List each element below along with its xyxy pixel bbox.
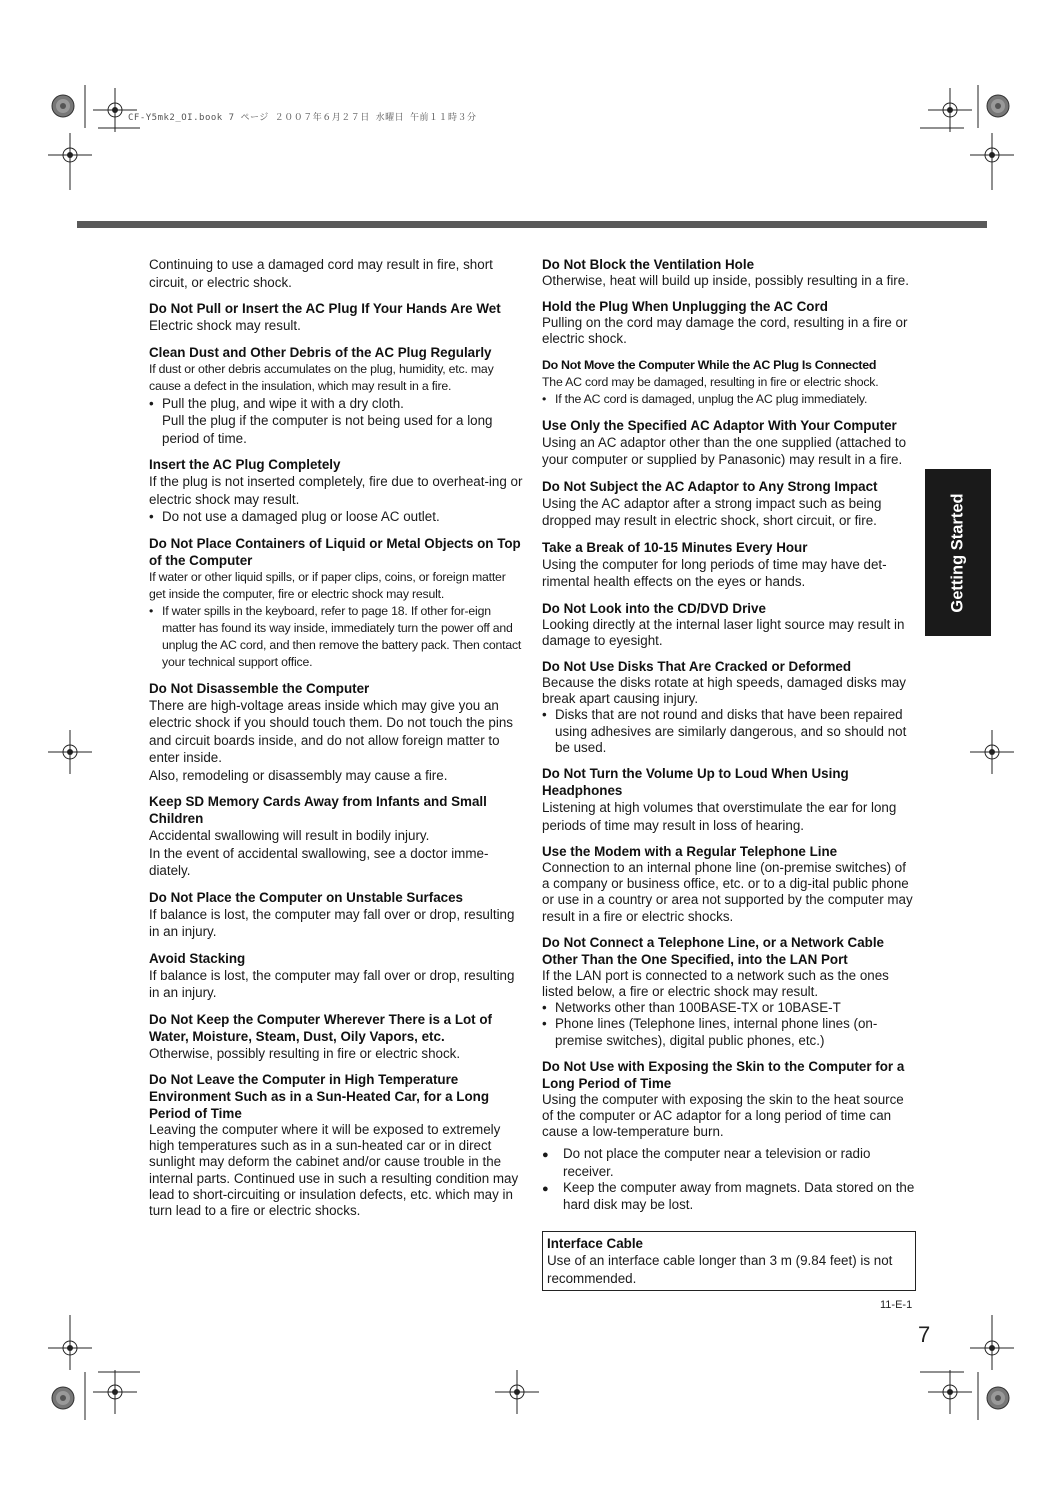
section-text: Pulling on the cord may damage the cord, resulting in a fire or electric shock. — [542, 315, 908, 347]
section-text: Accidental swallowing will result in bodily injury. — [149, 828, 430, 843]
section-heading: Hold the Plug When Unplugging the AC Cord — [542, 299, 828, 315]
section-volume — [542, 765, 916, 834]
section-heading: Avoid Stacking — [149, 950, 246, 966]
section-heading: Do Not Keep the Computer Wherever There is a Lot of Water, Moisture, Steam, Dust, Oily Vapors, etc. — [149, 1011, 492, 1044]
section-heading: Do Not Place the Computer on Unstable Surfaces — [149, 889, 463, 905]
section-moisture — [149, 1011, 524, 1063]
section-heading: Take a Break of 10-15 Minutes Every Hour — [542, 539, 808, 555]
interface-cable-note — [542, 1231, 916, 1291]
section-text: Otherwise, heat will build up inside, possibly resulting in a fire. — [542, 273, 909, 288]
section-text: Using the computer with exposing the skin to the heat source of the computer or AC adaptor for a long period of time can cause a low-temperature burn. — [542, 1091, 904, 1140]
section-impact — [542, 478, 916, 530]
section-text: Using the AC adaptor after a strong impact such as being dropped may result in electric shock, short circuit, or fire. — [542, 495, 882, 529]
intro-text: Continuing to use a damaged cord may result in fire, short circuit, or electric shock. — [149, 257, 493, 290]
print-header: CF-Y5mk2_OI.book 7 ページ ２００７年６月２７日 水曜日 午前１１時３分 — [128, 113, 477, 123]
section-heading: Do Not Connect a Telephone Line, or a Network Cable Other Than the One Specified, into the LAN Port — [542, 934, 884, 967]
section-skin — [542, 1058, 916, 1213]
section-disassemble — [149, 680, 524, 785]
section-cd-drive — [542, 600, 916, 649]
side-tab-label: Getting Started — [948, 492, 967, 613]
section-sd-cards — [149, 793, 524, 880]
note-heading: Interface Cable — [547, 1236, 644, 1252]
section-lan-port — [542, 934, 916, 1049]
section-heading: Do Not Place Containers of Liquid or Metal Objects on Top of the Computer — [149, 535, 521, 568]
section-text: If balance is lost, the computer may fall over or drop, resulting in an injury. — [149, 906, 515, 939]
section-text: Using an AC adaptor other than the one supplied (attached to your computer or supplied by Panasonic) may result in a fire. — [542, 434, 907, 468]
section-heading: Do Not Look into the CD/DVD Drive — [542, 600, 766, 616]
section-heading: Do Not Turn the Volume Up to Loud When Using Headphones — [542, 766, 849, 799]
section-text: Connection to an internal phone line (on-premise switches) of a company or business office, etc. or to a dig-ital public phone or use in a country or area not supported by the computer may result in a fire or electric shocks. — [542, 860, 913, 924]
top-rule — [77, 221, 987, 228]
side-tab — [925, 469, 991, 636]
section-move-computer — [542, 357, 916, 408]
section-heading: Do Not Leave the Computer in High Temperature Environment Such as in a Sun-Heated Car, for a Long Period of Time — [149, 1072, 490, 1121]
section-heading: Use Only the Specified AC Adaptor With Your Computer — [542, 417, 897, 433]
section-heading: Do Not Use Disks That Are Cracked or Deformed — [542, 659, 852, 675]
section-text: In the event of accidental swallowing, see a doctor imme-diately. — [149, 845, 489, 878]
section-modem — [542, 843, 916, 925]
section-ventilation — [542, 256, 916, 289]
section-text: Listening at high volumes that overstimulate the ear for long periods of time may result in loss of hearing. — [542, 800, 897, 833]
bullet-item: • Networks other than 100BASE-TX or 10BASE-T — [542, 1000, 916, 1016]
section-text: If dust or other debris accumulates on the plug, humidity, etc. may cause a defect in the insulation, which may result in a fire. — [149, 361, 494, 393]
section-containers — [149, 535, 524, 671]
section-text: The AC cord may be damaged, resulting in fire or electric shock. — [542, 374, 879, 389]
bullet-item: • If water spills in the keyboard, refer to page 18. If other for-eign matter has found its way inside, immediately turn the power off and unplug the AC cord, and then remove the battery pack. Then contact your technical support office. — [149, 603, 524, 671]
right-column — [542, 256, 916, 1291]
section-text: Using the computer for long periods of time may have det-rimental health effects on the eyes or hands. — [542, 556, 887, 590]
section-cracked-disks — [542, 658, 916, 756]
section-unstable — [149, 889, 524, 941]
bullet-item: ● Keep the computer away from magnets. Data stored on the hard disk may be lost. — [542, 1180, 916, 1213]
section-insert-plug — [149, 456, 524, 526]
section-heading: Insert the AC Plug Completely — [149, 457, 341, 472]
section-high-temp — [149, 1071, 524, 1219]
page-number: 7 — [918, 1322, 931, 1347]
section-heading: Clean Dust and Other Debris of the AC Plug Regularly — [149, 344, 492, 360]
section-break — [542, 539, 916, 591]
page-code: 11-E-1 — [880, 1299, 913, 1311]
section-text: If the LAN port is connected to a network such as the ones listed below, a fire or electric shock may result. — [542, 967, 889, 1000]
section-heading: Do Not Block the Ventilation Hole — [542, 257, 755, 272]
section-heading: Do Not Move the Computer While the AC Plug Is Connected — [542, 357, 877, 372]
section-heading: Do Not Subject the AC Adaptor to Any Strong Impact — [542, 478, 878, 494]
section-text: Also, remodeling or disassembly may cause a fire. — [149, 767, 448, 783]
section-text: Because the disks rotate at high speeds, damaged disks may break apart causing injury. — [542, 675, 906, 707]
section-stacking — [149, 950, 524, 1002]
section-hold-plug — [542, 298, 916, 347]
bullet-item: • Pull the plug, and wipe it with a dry cloth. — [149, 395, 524, 413]
section-text: Leaving the computer where it will be exposed to extremely high temperatures such as in a sun-heated car or in direct sunlight may deform the cabinet and/or cause trouble in the internal parts. Continued use in such a resulting condition may lead to short-circuiting or insulation defects, etc. which may in turn lead to a fire or electric shocks. — [149, 1122, 519, 1219]
bullet-item: • Phone lines (Telephone lines, internal phone lines (on-premise switches), digital public phones, etc.) — [542, 1016, 916, 1048]
bullet-item: • Disks that are not round and disks that have been repaired using adhesives are similarly dangerous, and so should not be used. — [542, 707, 916, 756]
section-text: If balance is lost, the computer may fall over or drop, resulting in an injury. — [149, 967, 515, 1000]
section-heading: Do Not Disassemble the Computer — [149, 680, 370, 696]
bullet-item: • If the AC cord is damaged, unplug the AC plug immediately. — [542, 391, 916, 408]
section-text: Electric shock may result. — [149, 318, 301, 333]
section-wet-hands — [149, 300, 524, 335]
note-text: Use of an interface cable longer than 3 m (9.84 feet) is not recommended. — [547, 1253, 893, 1286]
bullet-item: ● Do not place the computer near a television or radio receiver. — [542, 1146, 916, 1179]
section-heading: Use the Modem with a Regular Telephone Line — [542, 844, 838, 860]
bullet-continuation: Pull the plug if the computer is not being used for a long period of time. — [162, 413, 493, 446]
section-heading: Do Not Use with Exposing the Skin to the Computer for a Long Period of Time — [542, 1058, 905, 1091]
section-text: Looking directly at the internal laser light source may result in damage to eyesight. — [542, 616, 905, 648]
section-heading: Do Not Pull or Insert the AC Plug If Your Hands Are Wet — [149, 301, 501, 316]
section-heading: Keep SD Memory Cards Away from Infants and Small Children — [149, 794, 487, 826]
section-text: Otherwise, possibly resulting in fire or electric shock. — [149, 1045, 461, 1061]
section-text: There are high-voltage areas inside which may give you an electric shock if you should touch them. Do not touch the pins and circuit boards inside, and do not allow foreign matter to enter inside. — [149, 697, 513, 765]
section-text: If the plug is not inserted completely, fire due to overheat-ing or electric shock may result. — [149, 474, 523, 507]
section-specified-adaptor — [542, 417, 916, 469]
section-clean-plug — [149, 344, 524, 448]
section-text: If water or other liquid spills, or if paper clips, coins, or foreign matter get inside the computer, fire or electric shock may result. — [149, 569, 506, 601]
bullet-item: • Do not use a damaged plug or loose AC outlet. — [149, 508, 524, 526]
left-column — [149, 256, 524, 1228]
